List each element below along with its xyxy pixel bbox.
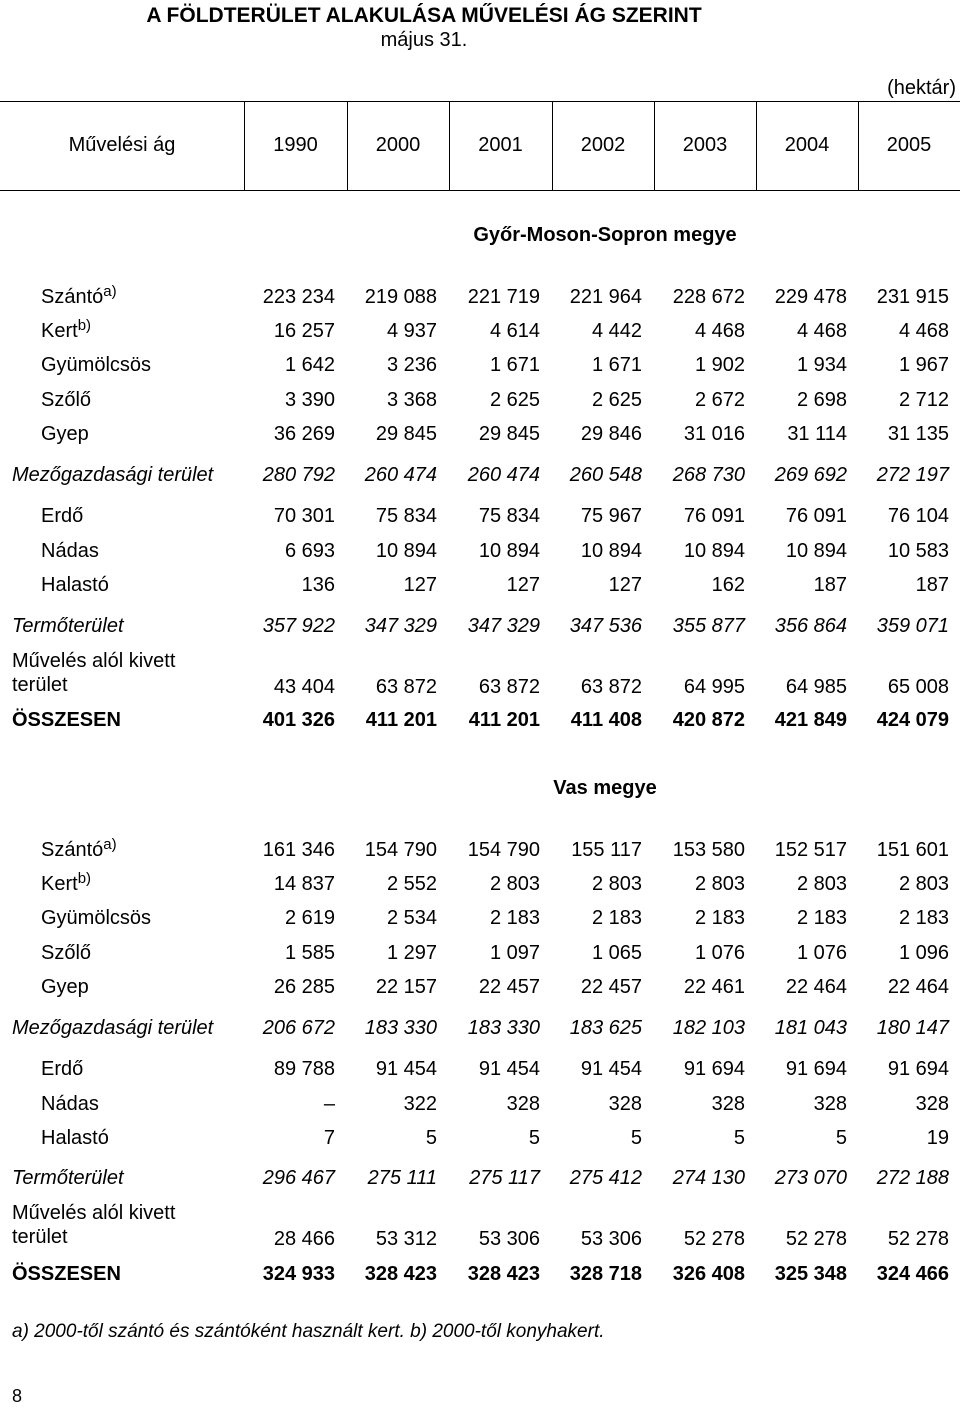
table-cell: 1 096 — [898, 942, 949, 964]
row-label-text: Mezőgazdasági terület — [12, 464, 214, 486]
table-cell: 4 937 — [386, 320, 437, 342]
table-cell: 3 236 — [386, 354, 437, 376]
table-cell: 2 183 — [796, 907, 847, 929]
table-cell: 328 718 — [569, 1263, 642, 1285]
table-cell: 2 534 — [386, 907, 437, 929]
table-cell: 22 457 — [580, 976, 642, 998]
table-row — [0, 317, 960, 345]
row-label-text: Halastó — [41, 574, 109, 596]
table-cell: 221 719 — [467, 286, 540, 308]
row-label-text: Termőterület — [12, 1167, 124, 1189]
table-cell: 328 — [506, 1093, 540, 1115]
table-cell: 2 183 — [694, 907, 745, 929]
table-cell: 152 517 — [774, 839, 847, 861]
table-row — [0, 420, 960, 448]
column-header-year: 1990 — [273, 134, 318, 156]
row-label — [41, 386, 91, 414]
table-cell: 14 837 — [273, 873, 335, 895]
table-cell: 28 466 — [273, 1228, 335, 1250]
row-label-text: Gyep — [41, 976, 89, 998]
table-cell: 421 849 — [774, 709, 847, 731]
table-cell: 5 — [528, 1127, 540, 1149]
column-header-year: 2000 — [375, 134, 421, 156]
table-header-bottom-border — [0, 190, 960, 191]
column-header-muvelesi-ag: Művelési ág — [68, 134, 176, 156]
row-label-text: Művelés alól kivett terület — [12, 1202, 176, 1248]
table-row — [0, 939, 960, 967]
footnote-marker: a) — [103, 283, 117, 300]
table-cell: 4 614 — [489, 320, 540, 342]
table-cell: 31 016 — [683, 423, 745, 445]
row-label — [12, 1201, 212, 1249]
table-cell: 401 326 — [262, 709, 335, 731]
table-cell: – — [323, 1093, 335, 1115]
table-cell: 280 792 — [262, 464, 335, 486]
row-label-text: Erdő — [41, 505, 84, 527]
row-label — [41, 1090, 99, 1118]
table-cell: 228 672 — [672, 286, 745, 308]
table-cell: 187 — [915, 574, 949, 596]
table-cell: 22 464 — [785, 976, 847, 998]
row-label — [41, 973, 89, 1001]
table-row — [0, 1124, 960, 1152]
row-label-text: Kert — [41, 320, 78, 342]
table-cell: 5 — [425, 1127, 437, 1149]
table-cell: 151 601 — [876, 839, 949, 861]
footnote-marker: a) — [103, 836, 117, 853]
table-cell: 2 183 — [489, 907, 540, 929]
table-cell: 260 548 — [569, 464, 642, 486]
table-cell: 2 803 — [898, 873, 949, 895]
row-label — [41, 836, 117, 864]
table-cell: 180 147 — [876, 1017, 949, 1039]
table-cell: 322 — [403, 1093, 437, 1115]
row-label — [41, 351, 151, 379]
table-row — [0, 836, 960, 864]
table-cell: 260 474 — [467, 464, 540, 486]
page-number: 8 — [12, 1386, 23, 1406]
table-cell: 91 454 — [375, 1058, 437, 1080]
table-cell: 357 922 — [262, 615, 335, 637]
table-row — [0, 1199, 960, 1255]
row-label-text: Művelés alól kivett terület — [12, 650, 176, 696]
table-cell: 182 103 — [672, 1017, 745, 1039]
row-label-text: Termőterület — [12, 615, 124, 637]
table-cell: 5 — [835, 1127, 847, 1149]
table-cell: 155 117 — [571, 839, 642, 861]
table-row — [0, 571, 960, 599]
table-row — [0, 537, 960, 565]
table-cell: 2 625 — [489, 389, 540, 411]
table-cell: 3 390 — [284, 389, 335, 411]
table-cell: 1 902 — [694, 354, 745, 376]
table-cell: 273 070 — [774, 1167, 847, 1189]
table-cell: 63 872 — [375, 676, 437, 698]
table-row — [0, 283, 960, 311]
table-row — [0, 502, 960, 530]
table-cell: 183 330 — [467, 1017, 540, 1039]
table-cell: 3 368 — [386, 389, 437, 411]
row-label-text: ÖSSZESEN — [12, 709, 121, 731]
table-cell: 91 694 — [887, 1058, 949, 1080]
row-label-text: Gyep — [41, 423, 89, 445]
table-cell: 75 967 — [580, 505, 642, 527]
table-cell: 2 672 — [694, 389, 745, 411]
table-cell: 10 894 — [580, 540, 642, 562]
table-cell: 4 468 — [694, 320, 745, 342]
table-cell: 260 474 — [364, 464, 437, 486]
table-cell: 328 — [813, 1093, 847, 1115]
column-header-year: 2003 — [682, 134, 728, 156]
table-cell: 1 065 — [591, 942, 642, 964]
table-cell: 275 412 — [569, 1167, 642, 1189]
table-cell: 154 790 — [364, 839, 437, 861]
table-cell: 153 580 — [672, 839, 745, 861]
table-cell: 64 995 — [683, 676, 745, 698]
table-cell: 359 071 — [876, 615, 949, 637]
table-cell: 274 130 — [672, 1167, 745, 1189]
column-header-year: 2002 — [580, 134, 626, 156]
table-cell: 183 625 — [569, 1017, 642, 1039]
table-cell: 31 114 — [787, 423, 847, 445]
table-row — [0, 461, 960, 489]
table-row — [0, 1055, 960, 1083]
table-row — [0, 1164, 960, 1192]
row-label-text: ÖSSZESEN — [12, 1263, 121, 1285]
table-cell: 275 117 — [469, 1167, 540, 1189]
page-subtitle: május 31. — [380, 29, 468, 51]
table-cell: 2 712 — [898, 389, 949, 411]
table-cell: 76 091 — [683, 505, 745, 527]
table-cell: 187 — [813, 574, 847, 596]
table-cell: 2 619 — [284, 907, 335, 929]
table-cell: 296 467 — [262, 1167, 335, 1189]
table-cell: 325 348 — [774, 1263, 847, 1285]
table-cell: 2 698 — [796, 389, 847, 411]
table-cell: 221 964 — [569, 286, 642, 308]
footnote-marker: b) — [77, 317, 92, 334]
table-cell: 6 693 — [284, 540, 335, 562]
table-cell: 223 234 — [262, 286, 335, 308]
table-cell: 22 157 — [375, 976, 437, 998]
table-cell: 22 464 — [887, 976, 949, 998]
row-label — [12, 706, 121, 734]
row-label — [41, 939, 91, 967]
table-row — [0, 1014, 960, 1042]
table-cell: 1 671 — [591, 354, 642, 376]
row-label — [41, 870, 91, 898]
table-cell: 36 269 — [273, 423, 335, 445]
table-cell: 347 329 — [467, 615, 540, 637]
table-cell: 1 967 — [898, 354, 949, 376]
table-cell: 4 442 — [591, 320, 642, 342]
table-row — [0, 904, 960, 932]
table-cell: 229 478 — [774, 286, 847, 308]
table-cell: 411 201 — [365, 709, 437, 731]
row-label-text: Nádas — [41, 540, 99, 562]
table-cell: 183 330 — [364, 1017, 437, 1039]
row-label — [12, 1164, 124, 1192]
row-label — [41, 904, 151, 932]
table-cell: 63 872 — [478, 676, 540, 698]
row-label-text: Halastó — [41, 1127, 109, 1149]
table-cell: 5 — [630, 1127, 642, 1149]
row-label-text: Kert — [41, 873, 78, 895]
table-top-border — [0, 101, 960, 102]
table-cell: 324 466 — [876, 1263, 949, 1285]
table-cell: 268 730 — [672, 464, 745, 486]
row-label — [41, 571, 109, 599]
table-cell: 326 408 — [672, 1263, 745, 1285]
table-cell: 181 043 — [774, 1017, 847, 1039]
row-label-text: Mezőgazdasági terület — [12, 1017, 214, 1039]
section-title: Győr-Moson-Sopron megye — [473, 224, 737, 246]
row-label — [41, 283, 117, 311]
table-cell: 356 864 — [774, 615, 847, 637]
table-cell: 328 — [915, 1093, 949, 1115]
table-cell: 424 079 — [876, 709, 949, 731]
row-label — [41, 1055, 83, 1083]
table-row — [0, 351, 960, 379]
row-label — [12, 649, 212, 697]
row-label-text: Gyümölcsös — [41, 354, 152, 376]
table-cell: 91 694 — [683, 1058, 745, 1080]
table-cell: 53 306 — [580, 1228, 642, 1250]
table-cell: 206 672 — [262, 1017, 335, 1039]
table-cell: 328 — [711, 1093, 745, 1115]
table-cell: 29 846 — [580, 423, 642, 445]
row-label — [12, 1014, 213, 1042]
table-cell: 328 423 — [364, 1263, 437, 1285]
table-cell: 2 803 — [591, 873, 642, 895]
table-cell: 328 423 — [467, 1263, 540, 1285]
row-label-text: Gyümölcsös — [41, 907, 152, 929]
table-row — [0, 706, 960, 734]
unit-label: (hektár) — [887, 77, 956, 99]
table-cell: 127 — [506, 574, 540, 596]
table-cell: 347 329 — [364, 615, 437, 637]
table-cell: 91 694 — [785, 1058, 847, 1080]
row-label — [12, 461, 213, 489]
footnote-marker: b) — [77, 870, 92, 887]
table-cell: 26 285 — [273, 976, 335, 998]
table-cell: 64 985 — [785, 676, 847, 698]
row-label-text: Erdő — [41, 1058, 84, 1080]
table-cell: 411 201 — [468, 709, 540, 731]
table-cell: 420 872 — [672, 709, 745, 731]
row-label-text: Nádas — [41, 1093, 99, 1115]
table-cell: 75 834 — [375, 505, 437, 527]
table-cell: 1 076 — [796, 942, 847, 964]
table-cell: 4 468 — [898, 320, 949, 342]
table-cell: 162 — [711, 574, 745, 596]
row-label-text: Szőlő — [41, 942, 92, 964]
table-cell: 19 — [926, 1127, 949, 1149]
row-label — [41, 1124, 109, 1152]
table-cell: 52 278 — [887, 1228, 949, 1250]
table-cell: 52 278 — [683, 1228, 745, 1250]
row-label — [12, 612, 124, 640]
row-label-text: Szántó — [41, 839, 104, 861]
table-cell: 91 454 — [478, 1058, 540, 1080]
table-cell: 2 803 — [489, 873, 540, 895]
table-cell: 127 — [403, 574, 437, 596]
table-cell: 219 088 — [364, 286, 437, 308]
table-cell: 91 454 — [580, 1058, 642, 1080]
row-label — [41, 420, 89, 448]
table-cell: 161 346 — [262, 839, 335, 861]
table-cell: 1 585 — [284, 942, 335, 964]
table-cell: 2 803 — [694, 873, 745, 895]
table-cell: 411 408 — [570, 709, 642, 731]
table-cell: 324 933 — [262, 1263, 335, 1285]
table-cell: 10 583 — [887, 540, 949, 562]
table-cell: 63 872 — [580, 676, 642, 698]
table-cell: 43 404 — [273, 676, 335, 698]
table-cell: 355 877 — [672, 615, 745, 637]
table-cell: 52 278 — [785, 1228, 847, 1250]
table-cell: 29 845 — [375, 423, 437, 445]
table-cell: 269 692 — [774, 464, 847, 486]
row-label — [12, 1260, 121, 1288]
table-cell: 2 625 — [591, 389, 642, 411]
table-cell: 89 788 — [273, 1058, 335, 1080]
row-label-text: Szőlő — [41, 389, 92, 411]
table-cell: 154 790 — [467, 839, 540, 861]
table-cell: 275 111 — [367, 1167, 437, 1189]
page-title: A FÖLDTERÜLET ALAKULÁSA MŰVELÉSI ÁG SZERINT — [146, 4, 702, 27]
table-row — [0, 612, 960, 640]
table-cell: 75 834 — [478, 505, 540, 527]
table-cell: 10 894 — [785, 540, 847, 562]
table-cell: 10 894 — [683, 540, 745, 562]
row-label-text: Szántó — [41, 286, 104, 308]
table-cell: 347 536 — [569, 615, 642, 637]
table-row — [0, 1090, 960, 1118]
table-row — [0, 647, 960, 703]
footnote: a) 2000-től szántó és szántóként használt kert. b) 2000-től konyhakert. — [12, 1321, 605, 1342]
table-cell: 5 — [733, 1127, 745, 1149]
table-cell: 53 306 — [478, 1228, 540, 1250]
table-cell: 1 671 — [489, 354, 540, 376]
row-label — [41, 317, 91, 345]
table-cell: 22 457 — [478, 976, 540, 998]
table-row — [0, 386, 960, 414]
table-cell: 76 104 — [887, 505, 949, 527]
table-cell: 10 894 — [478, 540, 540, 562]
table-cell: 10 894 — [375, 540, 437, 562]
table-cell: 31 135 — [887, 423, 949, 445]
table-cell: 272 188 — [876, 1167, 949, 1189]
table-cell: 272 197 — [876, 464, 949, 486]
table-cell: 2 183 — [591, 907, 642, 929]
table-cell: 2 183 — [898, 907, 949, 929]
table-cell: 231 915 — [876, 286, 949, 308]
table-cell: 65 008 — [887, 676, 949, 698]
row-label — [41, 537, 99, 565]
column-header-year: 2004 — [784, 134, 830, 156]
section-title: Vas megye — [553, 777, 657, 799]
table-cell: 29 845 — [478, 423, 540, 445]
table-row — [0, 870, 960, 898]
table-cell: 16 257 — [273, 320, 335, 342]
table-cell: 70 301 — [273, 505, 335, 527]
table-cell: 2 803 — [796, 873, 847, 895]
column-header-year: 2001 — [478, 134, 523, 156]
table-cell: 1 097 — [489, 942, 540, 964]
table-cell: 7 — [323, 1127, 335, 1149]
row-label — [41, 502, 83, 530]
table-row — [0, 973, 960, 1001]
table-row — [0, 1260, 960, 1288]
table-cell: 328 — [608, 1093, 642, 1115]
table-cell: 1 297 — [386, 942, 437, 964]
table-cell: 1 642 — [284, 354, 335, 376]
table-cell: 1 934 — [796, 354, 847, 376]
table-cell: 136 — [301, 574, 335, 596]
table-cell: 76 091 — [785, 505, 847, 527]
table-cell: 22 461 — [683, 976, 745, 998]
table-cell: 2 552 — [386, 873, 437, 895]
table-cell: 4 468 — [796, 320, 847, 342]
table-cell: 53 312 — [375, 1228, 437, 1250]
table-cell: 1 076 — [694, 942, 745, 964]
column-header-year: 2005 — [886, 134, 932, 156]
table-cell: 127 — [608, 574, 642, 596]
